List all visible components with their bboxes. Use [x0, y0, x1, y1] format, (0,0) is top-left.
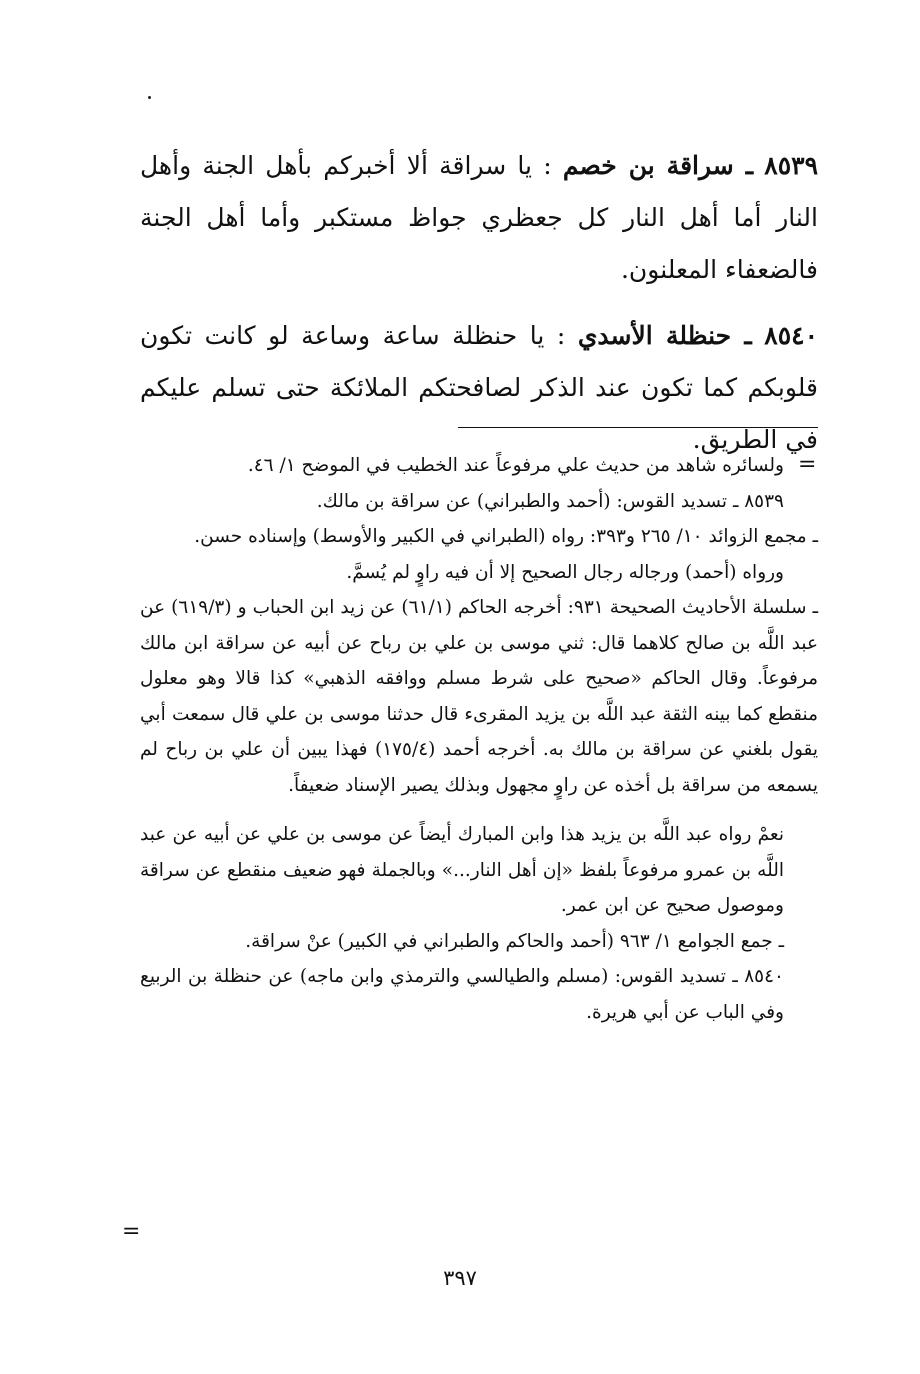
entry-8539: ٨٥٣٩ ـ سراقة بن خصم : يا سراقة ألا أخبركم بأهل الجنة وأهل النار أما أهل النار كل جعظري جواظ مستكبر وأما أهل الجنة فالضعفاء المعلنون.: [140, 151, 819, 284]
footnote-separator: [458, 427, 818, 428]
continuation-mark-bottom: =: [122, 1219, 141, 1244]
footnote-line: ٨٥٤٠ ـ تسديد القوس: (مسلم والطيالسي والترمذي وابن ماجه) عن حنظلة بن الربيع وفي الباب عن أبي هريرة.: [140, 966, 784, 1023]
page-number: ٣٩٧: [443, 1266, 477, 1290]
footnote-line: ورواه (أحمد) ورجاله رجال الصحيح إلا أن فيه راوٍ لم يُسمَّ.: [346, 561, 784, 583]
entry-name: حنظلة الأسدي: [577, 321, 732, 350]
footnote-line: ـ مجمع الزوائد ١٠/ ٢٦٥ و٣٩٣: رواه (الطبراني في الكبير والأوسط) وإسناده حسن.: [194, 526, 818, 547]
footnote-line: ٨٥٣٩ ـ تسديد القوس: (أحمد والطبراني) عن سراقة بن مالك.: [316, 490, 784, 512]
footnotes: [140, 448, 818, 1030]
entry-number: ٨٥٣٩: [764, 151, 819, 180]
footnote-line: نعمْ رواه عبد اللَّه بن يزيد هذا وابن المبارك أيضاً عن موسى بن علي عن أبيه عن عبد اللَّه بن عمرو مرفوعاً بلفظ «إن أهل النار...» وبالجملة فهو ضعيف منقطع عن سراقة وموصول صحيح عن ابن عمر.: [140, 824, 784, 916]
entry-text: : يا سراقة ألا أخبركم بأهل الجنة وأهل النار أما أهل النار كل جعظري جواظ مستكبر وأما أهل الجنة فالضعفاء المعلنون.: [140, 151, 818, 284]
footnote-line: ـ سلسلة الأحاديث الصحيحة ٩٣١: أخرجه الحاكم (٦١/١) عن زيد ابن الحباب و (٦١٩/٣) عن عبد اللَّه بن صالح كلاهما قال: ثني موسى بن علي بن رباح عن أبيه عن سراقة ابن مالك مرفوعاً. وقال الحاكم «صحيح على شرط مسلم ووافقه الذهبي» كذا قالا وهو معلول منقطع كما بينه الثقة عبد اللَّه بن يزيد المقرىء قال حدثنا موسى بن علي قال سمعت أبي يقول بلغني عن سراقة بن مالك به. أخرجه أحمد (١٧٥/٤) فهذا يبين أن علي بن رباح لم يسمعه من سراقة بل أخذه عن راوٍ مجهول وبذلك يصير الإسناد ضعيفاً.: [140, 597, 819, 796]
footnote-line: ولسائره شاهد من حديث علي مرفوعاً عند الخطيب في الموضح ١/ ٤٦.: [247, 455, 784, 476]
speck-mark: [148, 96, 151, 99]
main-text: [140, 140, 818, 480]
continuation-mark-top: =: [798, 452, 817, 477]
entry-name: سراقة بن خصم: [562, 151, 734, 180]
footnote-line: ـ جمع الجوامع ١/ ٩٦٣ (أحمد والحاكم والطبراني في الكبير) عنْ سراقة.: [245, 930, 784, 952]
entry-number: ٨٥٤٠: [764, 321, 818, 350]
entry-text: : يا حنظلة ساعة وساعة لو كانت تكون قلوبكم كما تكون عند الذكر لصافحتكم الملائكة حتى تسلم عليكم في الطريق.: [140, 321, 818, 454]
entry-8540: ٨٥٤٠ ـ حنظلة الأسدي : يا حنظلة ساعة وساعة لو كانت تكون قلوبكم كما تكون عند الذكر لصافحتكم الملائكة حتى تسلم عليكم في الطريق.: [140, 321, 818, 454]
